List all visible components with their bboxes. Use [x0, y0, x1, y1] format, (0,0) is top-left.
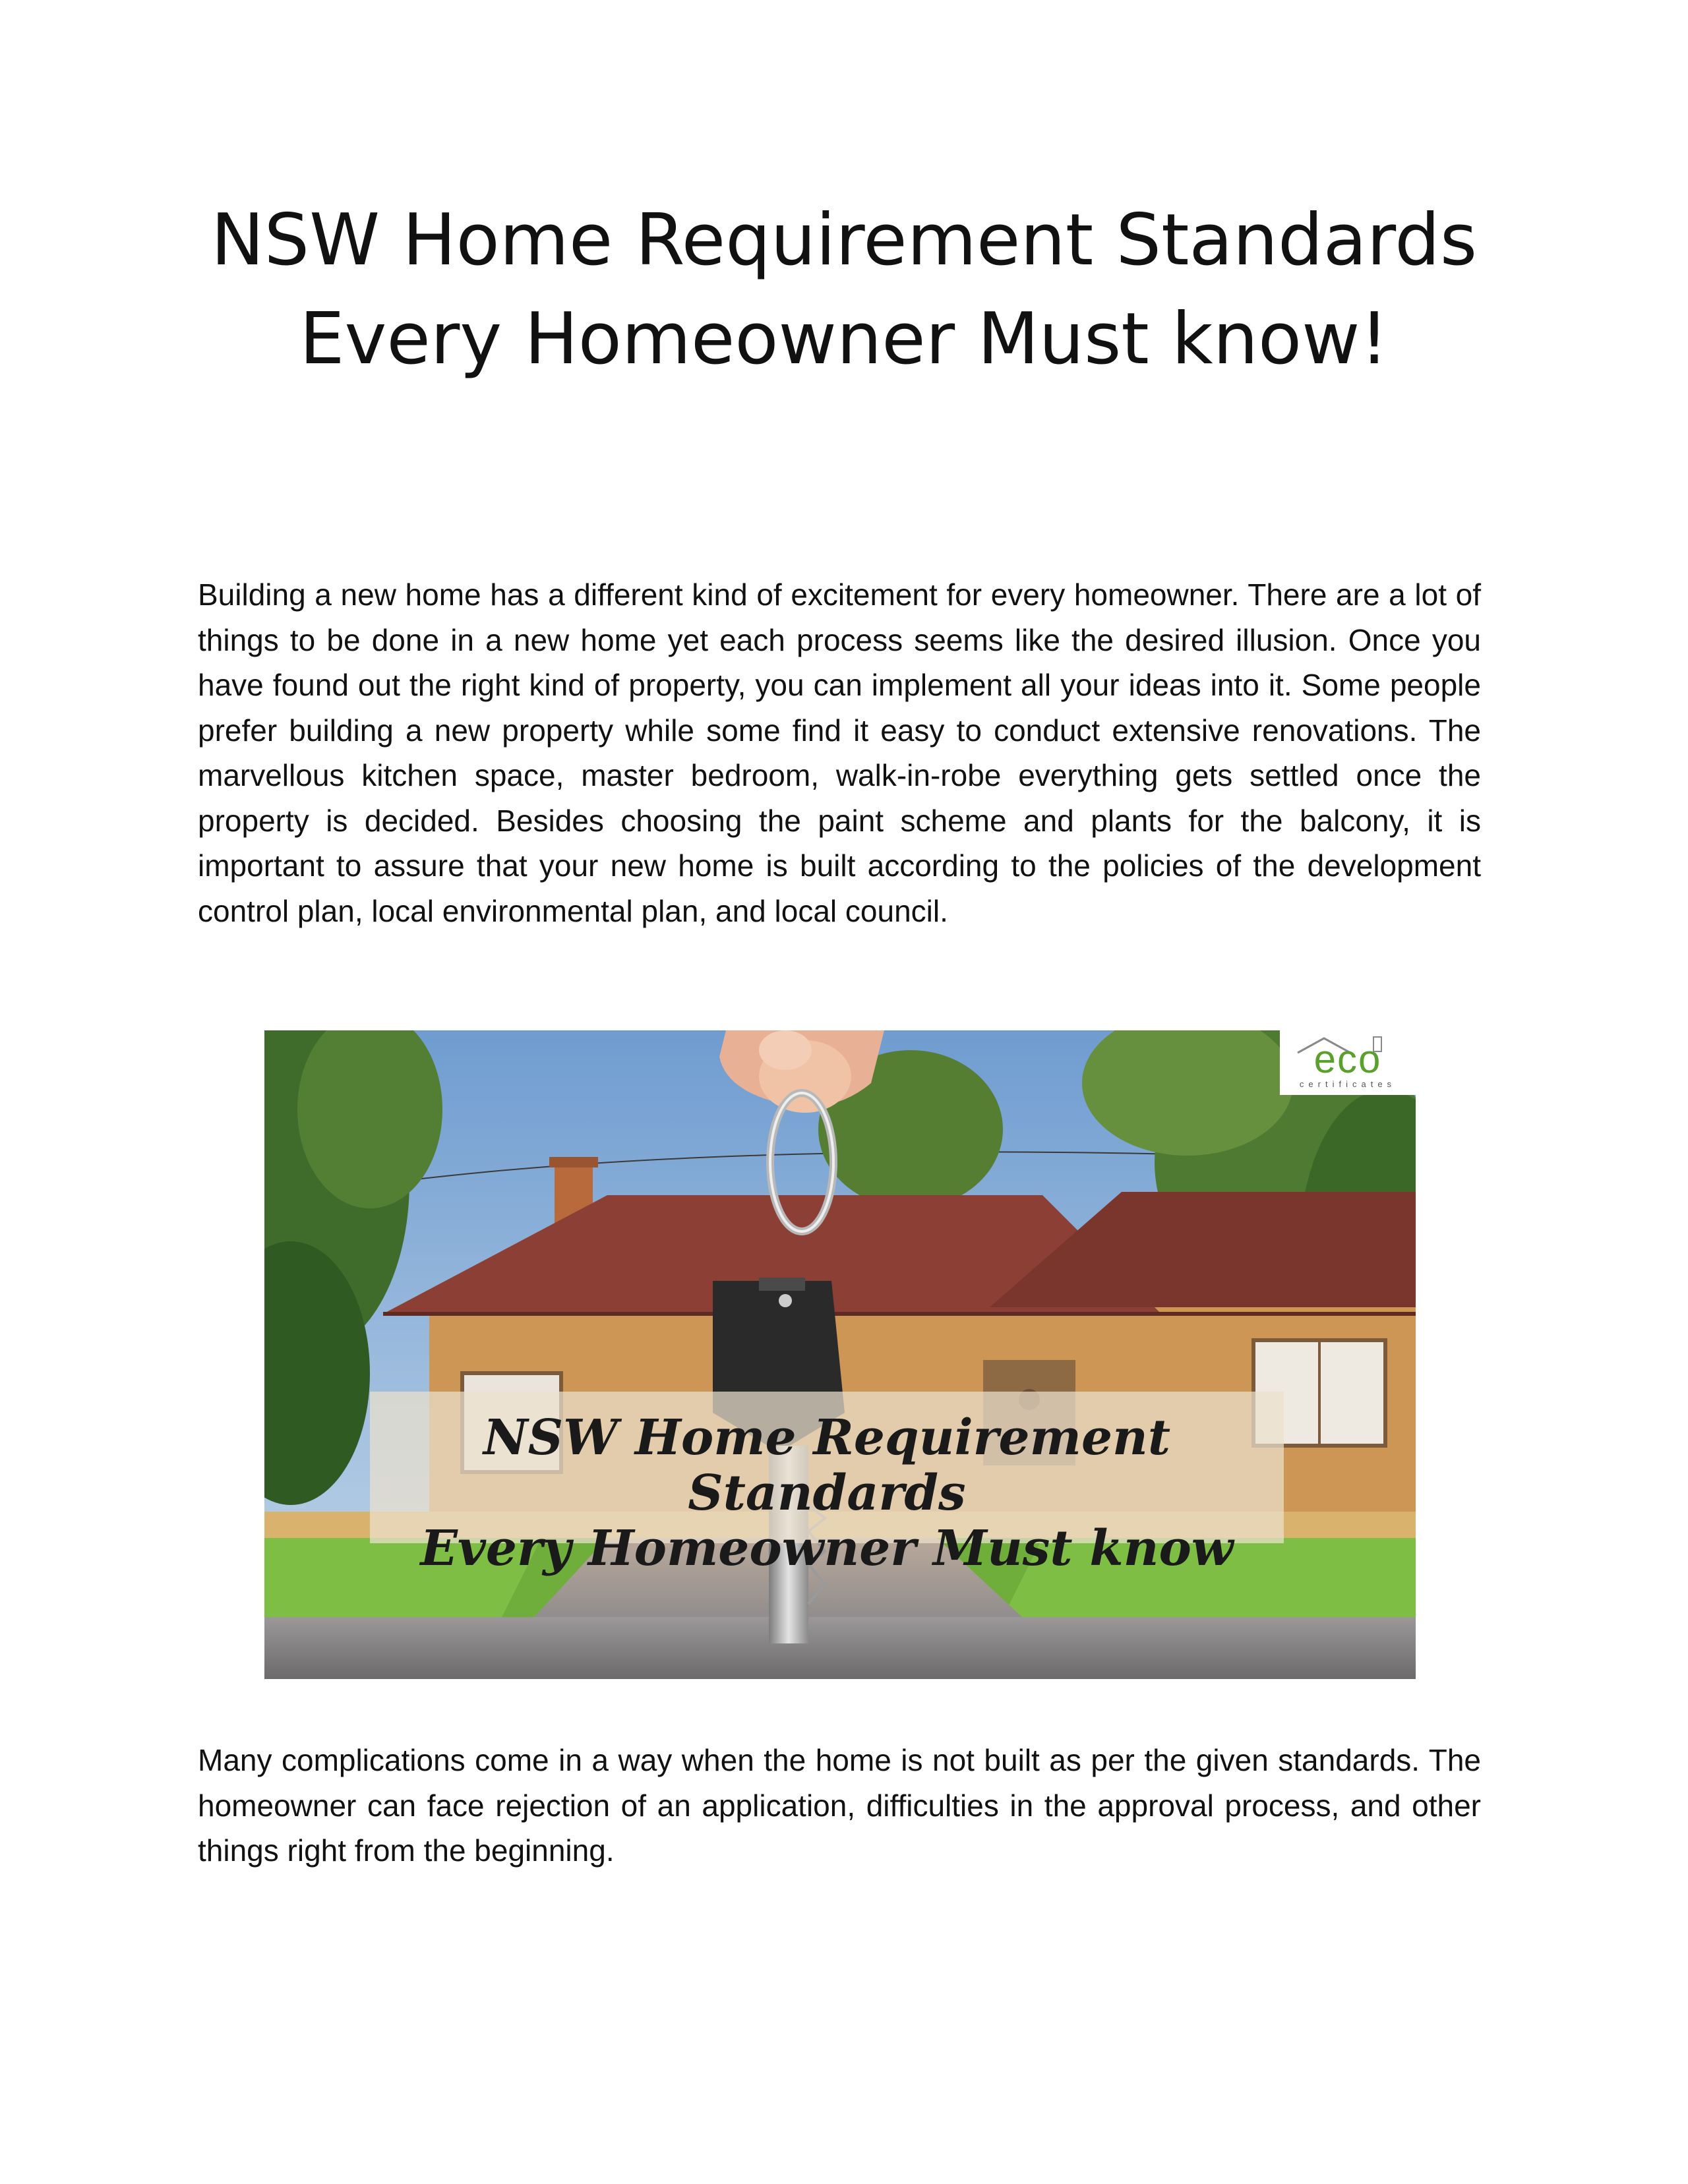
- document-title: NSW Home Requirement Standards Every Homeowner Must know!: [210, 199, 1478, 380]
- eco-certificates-logo: [1280, 1030, 1416, 1095]
- house-photo-illustration: [264, 1030, 1416, 1679]
- complications-paragraph: Many complications come in a way when the home is not built as per the given standards. The homeowner can face rejection of an application, difficulties in the approval process, and other things right from the beginning.: [198, 1743, 1481, 1868]
- logo-word: eco: [1313, 1037, 1382, 1081]
- logo-subtitle: certificates: [1299, 1079, 1397, 1089]
- hero-caption-banner: [370, 1392, 1284, 1577]
- intro-paragraph: Building a new home has a different kind of excitement for every homeowner. There are a lot of things to be done in a new home yet each process seems like the desired illusion. Once you have found out the right kind of property, you can implement all your ideas into it. Some people prefer building a new property while some find it easy to conduct extensive renovations. The marvellous kitchen space, master bedroom, walk-in-robe everything gets settled once the property is decided. Besides choosing the paint scheme and plants for the balcony, it is important to assure that your new home is built according to the policies of the development control plan, local environmental plan, and local council.: [198, 577, 1481, 928]
- hero-image: [264, 1030, 1416, 1679]
- hero-caption-line-1: NSW Home Requirement Standards: [483, 1409, 1171, 1521]
- hero-caption-line-2: Every Homeowner Must know: [420, 1520, 1234, 1577]
